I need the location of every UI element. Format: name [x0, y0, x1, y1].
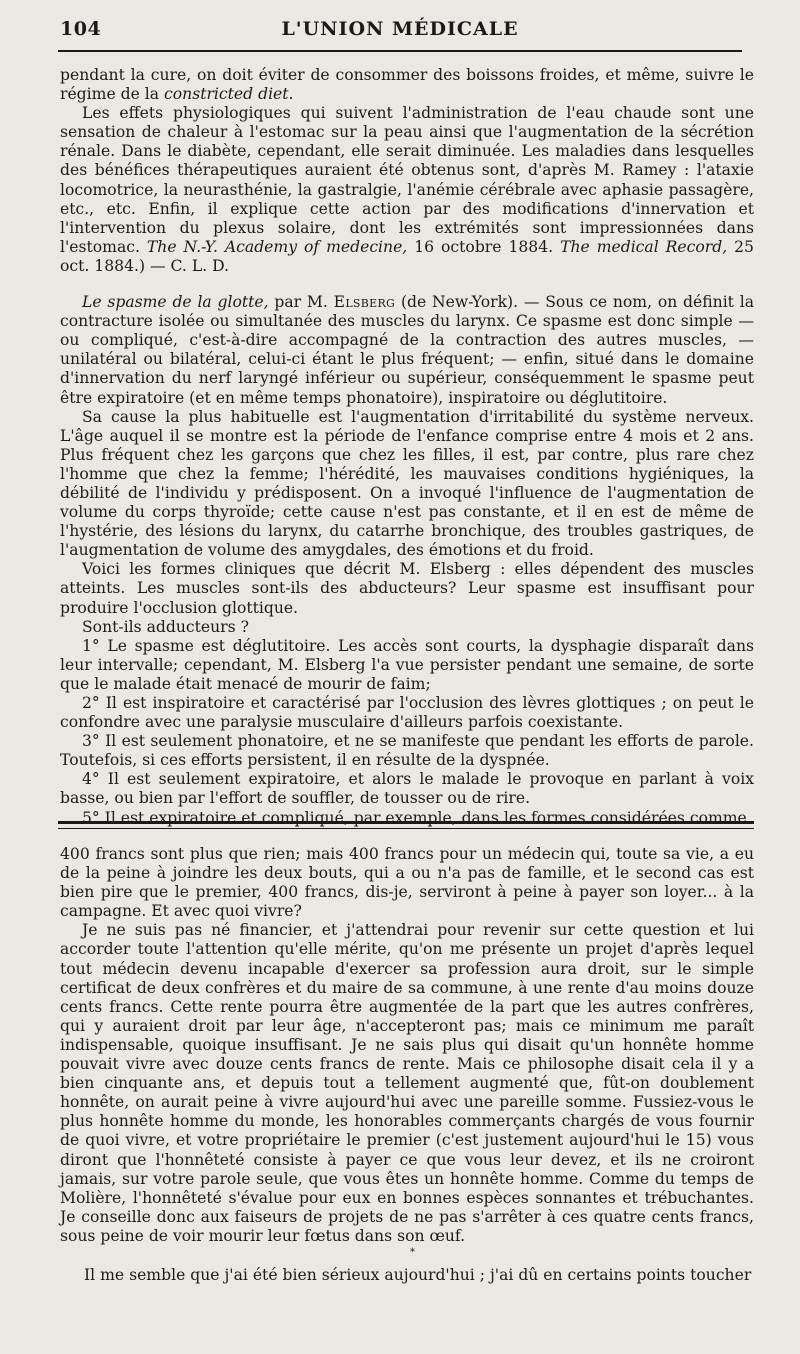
page-header: [0, 0, 800, 60]
paragraph: Je ne suis pas né financier, et j'attendrai pour revenir sur cette question et lui accorder toute l'attention qu'elle mérite, qu'on me présente un projet d'après lequel tout médecin devenu incapable d'exercer sa profession aura droit, sur le simple certificat de deux confrères et du maire de sa commune, à une rente d'au moins douze cents francs. Cette rente pourra être augmentée de la part que les autres confrères, qui y auraient droit par leur âge, n'accepteront pas; mais ce minimum me paraît indispensable, quoique insuffisant. Je ne sais plus qui disait qu'un honnête homme pouvait vivre avec douze cents francs de rente. Mais ce philosophe disait cela il y a bien cinquante ans, et depuis tout a tellement augmenté que, fût-on doublement honnête, on aurait peine à vivre aujourd'hui avec une pareille somme. Fussiez-vous le plus honnête homme du monde, les honorables commerçants chargés de vous fournir de quoi vivre, et votre propriétaire le premier (c'est justement aujourd'hui le 15) vous diront que l'honnêteté consiste à payer ce que vous leur devez, et ils ne croiront jamais, sur votre parole seule, que vous êtes un honnête homme. Comme du temps de Molière, l'honnêteté s'évalue pour eux en bonnes espèces sonnantes et trébuchantes. Je conseille donc aux faiseurs de projets de ne pas s'arrêter à ces quatre cents francs, sous peine de voir mourir leur fœtus dans son œuf.: [60, 921, 754, 1245]
paragraph-text: (de New-York). — Sous ce nom, on définit la contracture isolée ou simultanée des muscles du larynx. Ce spasme est donc simple — ou compliqué, c'est-à-dire accompagné de la contraction des autres muscles, — unilatéral ou bilatéral, celui-ci étant le plus fréquent; — enfin, situé dans le domaine d'innervation du nerf laryngé inférieur ou supérieur, conséquemment le spasme peut être expiratoire (et en même temps phonatoire), inspiratoire ou déglutitoire.: [60, 293, 755, 407]
article-title: Le spasme de la glotte,: [82, 293, 269, 312]
divider-thin-line: [58, 828, 754, 829]
feuilleton-section: [60, 845, 754, 1246]
journal-title: L'UNION MÉDICALE: [281, 18, 519, 40]
paragraph-text: Les effets physiologiques qui suivent l'administration de l'eau chaude sont une sensation de chaleur à l'estomac sur la peau ainsi que l'augmentation de la sécrétion rénale. Dans le diabète, cependant, elle serait diminuée. Les maladies dans lesquelles des bénéfices thérapeutiques auraient été obtenus sont, d'après M. Ramey : l'ataxie locomotrice, la neurasthénie, la gastralgie, l'anémie cérébrale avec aphasie passagère, etc., etc. Enfin, il explique cette action par des modifications d'innervation et l'intervention du plexus solaire, dont les extrémités sont impressionnées dans l'estomac.: [60, 104, 754, 256]
source-date: 25 oct. 1884.) —: [60, 237, 754, 275]
list-item: 3° Il est seulement phonatoire, et ne se manifeste que pendant les efforts de parole. Toutefois, si ces efforts persistent, il en résulte de la dyspnée.: [60, 732, 754, 770]
author-name: Elsberg: [333, 293, 396, 312]
paragraph: [60, 293, 754, 408]
divider-thick-line: [58, 821, 754, 824]
author-signature: C. L. D.: [170, 256, 230, 275]
list-item: 2° Il est inspiratoire et caractérisé par l'occlusion des lèvres glottiques ; on peut le confondre avec une paralysie musculaire d'ailleurs parfois coexistante.: [60, 694, 754, 732]
source-title: The N.-Y. Academy of medecine,: [146, 237, 408, 256]
section-star: *: [410, 1247, 415, 1258]
section-divider: [58, 821, 754, 833]
list-item: 4° Il est seulement expiratoire, et alors le malade le provoque en parlant à voix basse, ou bien par l'effort de souffler, de tousser ou de rire.: [60, 770, 754, 808]
paragraph: Sont-ils adducteurs ?: [82, 617, 249, 636]
article-section: [60, 66, 754, 828]
paragraph: Il me semble que j'ai été bien sérieux aujourd'hui ; j'ai dû en certains points toucher: [84, 1266, 752, 1284]
paragraph: Voici les formes cliniques que décrit M. Elsberg : elles dépendent des muscles atteints. Les muscles sont-ils des abducteurs? Leur spasme est insuffisant pour produire l'occlusion glottique.: [60, 560, 754, 617]
source-title: The medical Record,: [560, 237, 728, 256]
paragraph: Sa cause la plus habituelle est l'augmentation d'irritabilité du système nerveux. L'âge auquel il se montre est la période de l'enfance comprise entre 4 mois et 2 ans. Plus fréquent chez les garçons que chez les filles, il est, par contre, plus rare chez l'homme que chez la femme; l'hérédité, les mauvaises conditions hygiéniques, la débilité de l'individu y prédisposent. On a invoqué l'influence de l'augmentation de volume du corps thyroïde; cette cause n'est pas constante, et il en est de même de l'hystérie, des lésions du larynx, du catarrhe bronchique, des troubles gastriques, de l'augmentation de volume des amygdales, des émotions et du froid.: [60, 407, 754, 560]
paragraph: 400 francs sont plus que rien; mais 400 francs pour un médecin qui, toute sa vie, a eu de la peine à joindre les deux bouts, qui a ou n'a pas de famille, et le second cas est bien pire que le premier, 400 francs, dis-je, serviront à peine à payer son loyer... à la campagne. Et avec quoi vivre?: [60, 845, 754, 921]
italic-term: constricted diet.: [164, 85, 294, 104]
source-date: 16 octobre 1884.: [414, 237, 554, 256]
list-item: 1° Le spasme est déglutitoire. Les accès sont courts, la dysphagie disparaît dans leur intervalle; cependant, M. Elsberg l'a vue persister pendant une semaine, de sorte que le malade était menacé de mourir de faim;: [60, 636, 754, 693]
header-rule: [58, 50, 742, 52]
paragraph: [60, 104, 754, 276]
list-item: 5° Il est expiratoire et compliqué, par exemple, dans les formes considérées comme: [82, 808, 747, 827]
byline-text: par M.: [274, 293, 328, 312]
page-number: 104: [60, 18, 102, 40]
paragraph-text: pendant la cure, on doit éviter de consommer des boissons froides, et même, suivre le régime de la: [60, 66, 754, 104]
paragraph: [60, 66, 754, 104]
